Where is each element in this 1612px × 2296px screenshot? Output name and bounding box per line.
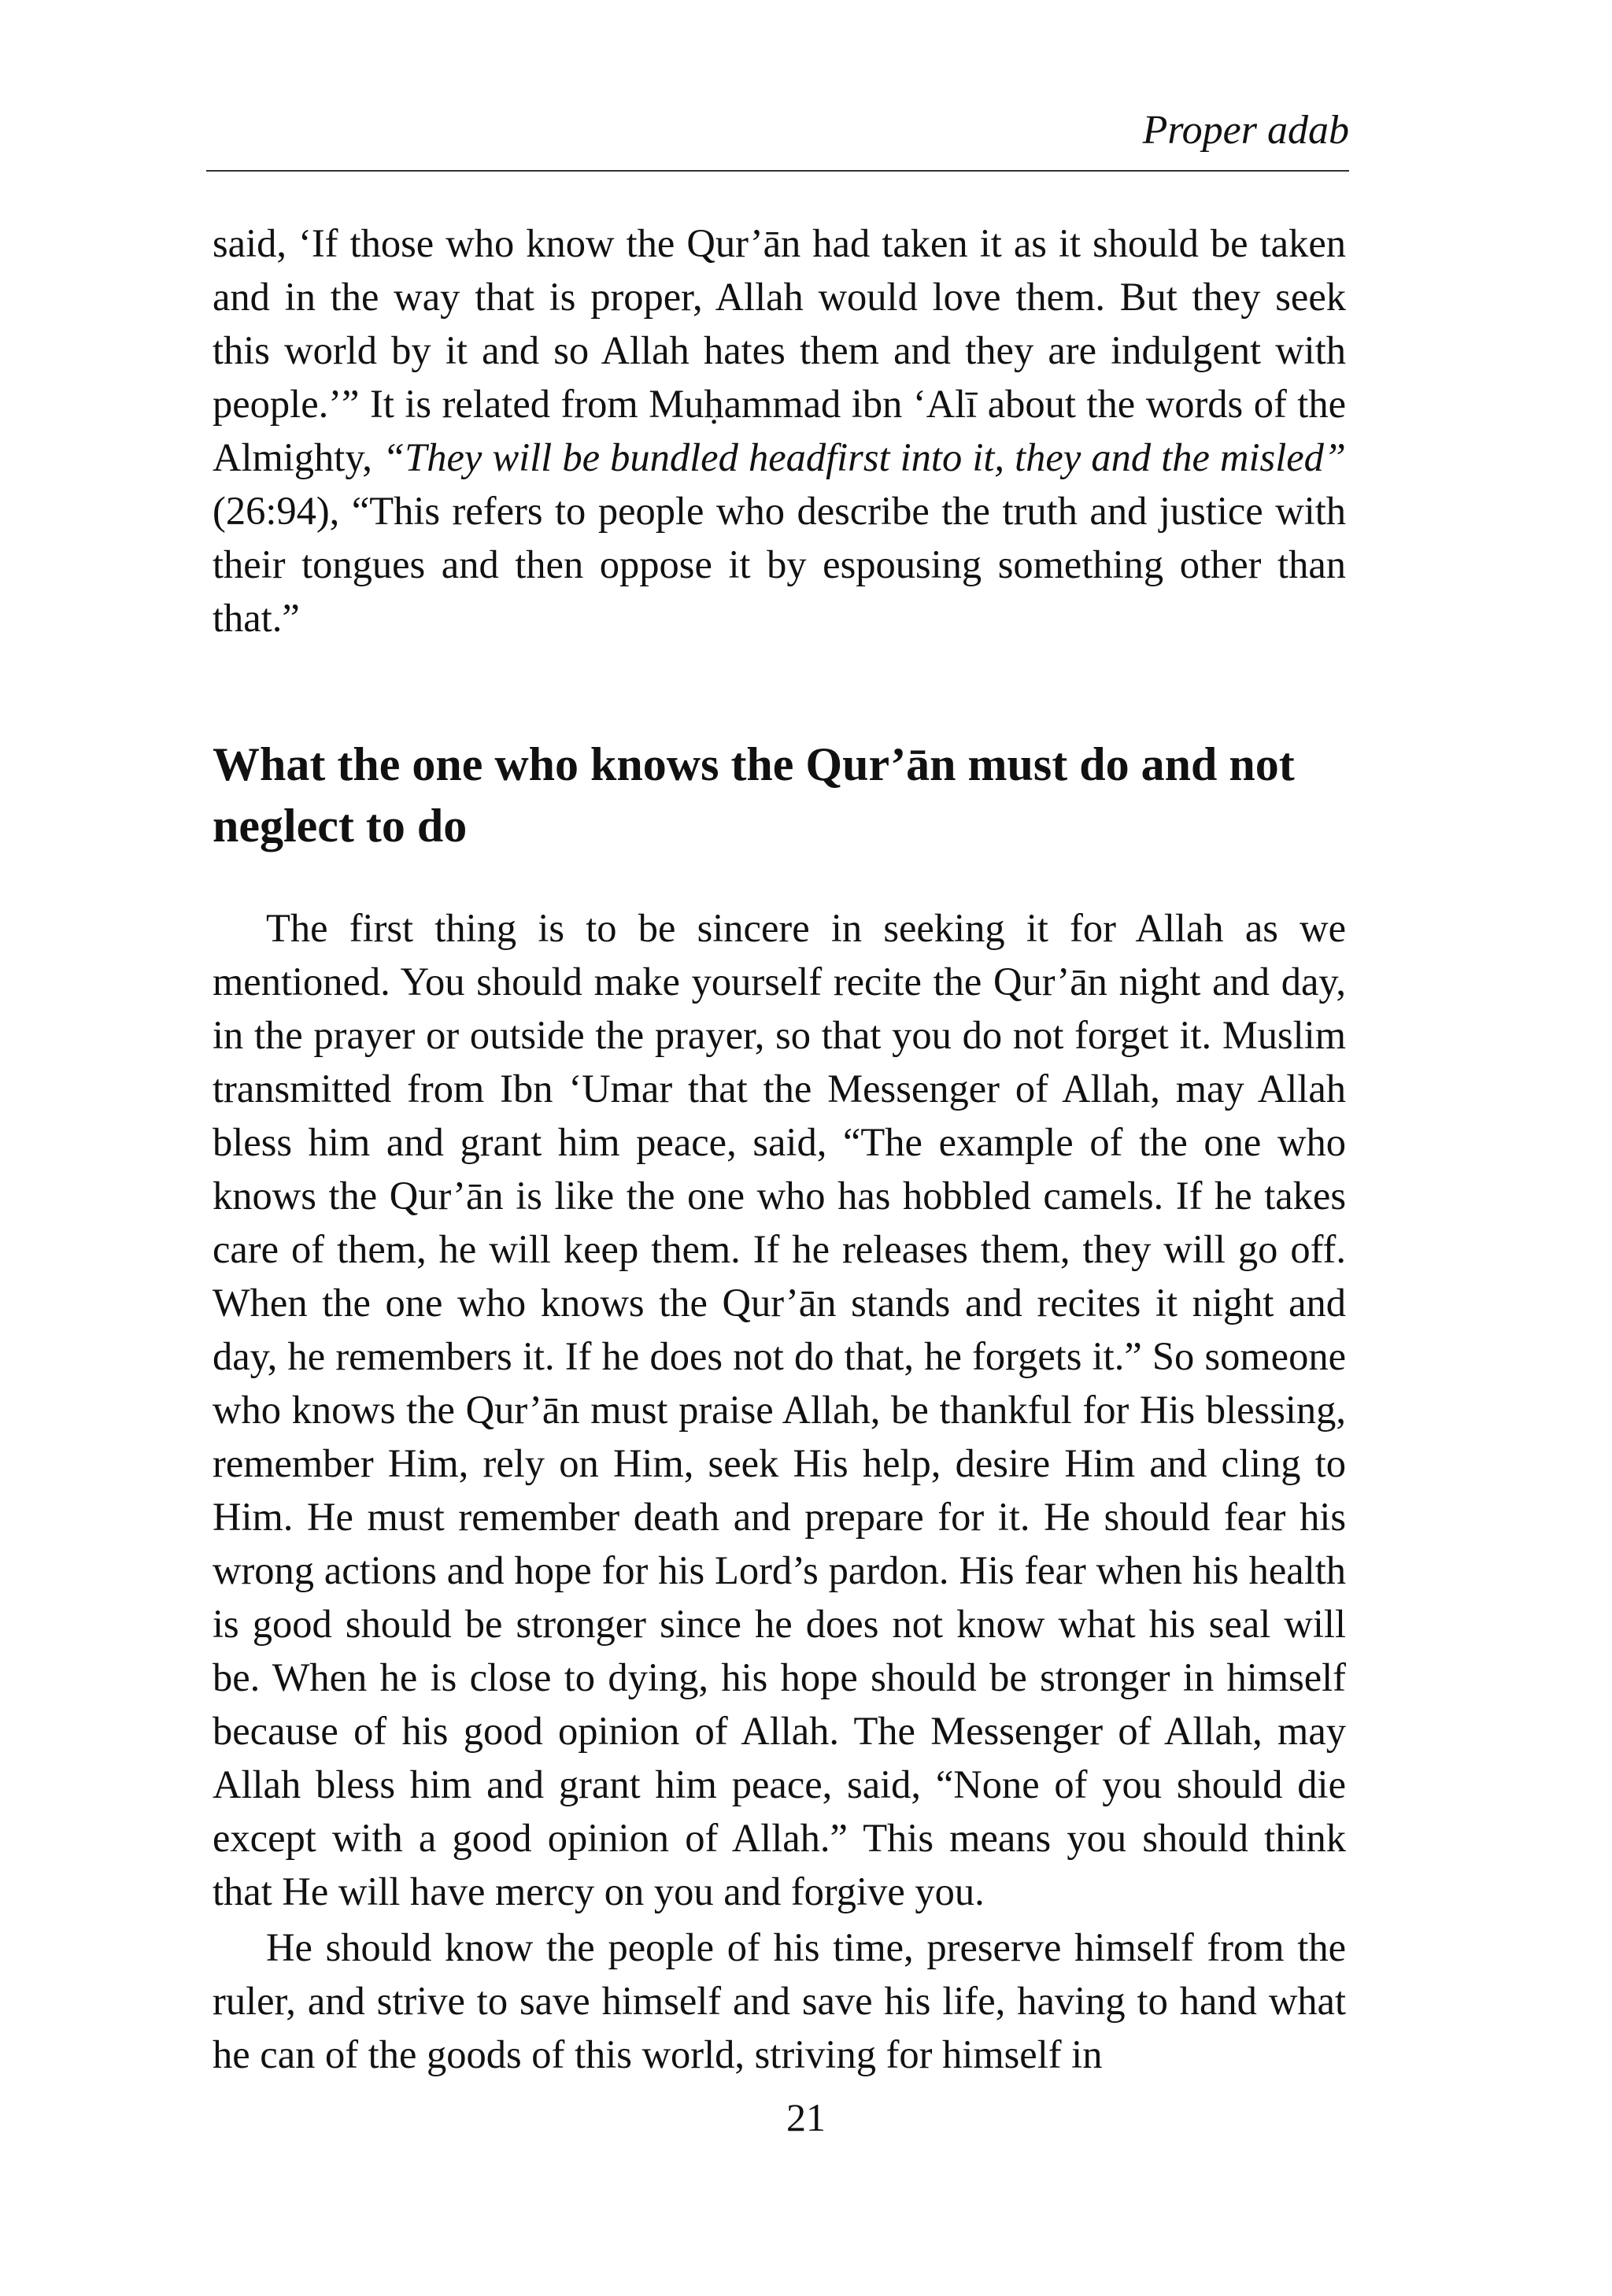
running-header: Proper adab: [1142, 108, 1349, 153]
section-heading: What the one who knows the Qur’ān must do and not neglect to do: [213, 738, 1295, 852]
paragraph-text: (26:94), “This refers to people who describe the truth and justice with their tongues and then oppose it by espousing something other than that.”: [213, 489, 1346, 640]
paragraph-continued: [213, 216, 1346, 645]
header-rule: [206, 170, 1349, 172]
page-number: 21: [786, 2095, 826, 2139]
paragraph-text: said, ‘If those who know the Qur’ān had taken it as it should be taken and in the way that is proper, Allah would love them. But they seek this world by it and so Allah hates them and they are indulgent with people.’” It is related from Muḥammad ibn ‘Alī about the words of the Almighty,: [213, 221, 1346, 479]
paragraph: He should know the people of his time, preserve himself from the ruler, and strive to save himself and save his life, having to hand what he can of the goods of this world, striving for himself in: [213, 1925, 1346, 2076]
paragraph: The first thing is to be sincere in seeking it for Allah as we mentioned. You should make yourself recite the Qur’ān night and day, in the prayer or outside the prayer, so that you do not forget it. Muslim transmitted from Ibn ‘Umar that the Messenger of Allah, may Allah bless him and grant him peace, said, “The example of the one who knows the Qur’ān is like the one who has hobbled camels. If he takes care of them, he will keep them. If he releases them, they will go off. When the one who knows the Qur’ān stands and recites it night and day, he remembers it. If he does not do that, he forgets it.” So someone who knows the Qur’ān must praise Allah, be thankful for His blessing, remember Him, rely on Him, seek His help, desire Him and cling to Him. He must remember death and prepare for it. He should fear his wrong actions and hope for his Lord’s pardon. His fear when his health is good should be stronger since he does not know what his seal will be. When he is close to dying, his hope should be stronger in himself because of his good opinion of Allah. The Messenger of Allah, may Allah bless him and grant him peace, said, “None of you should die except with a good opinion of Allah.” This means you should think that He will have mercy on you and forgive you.: [213, 906, 1346, 1913]
quran-quote: “They will be bundled headfirst into it, they and the misled”: [383, 435, 1346, 479]
